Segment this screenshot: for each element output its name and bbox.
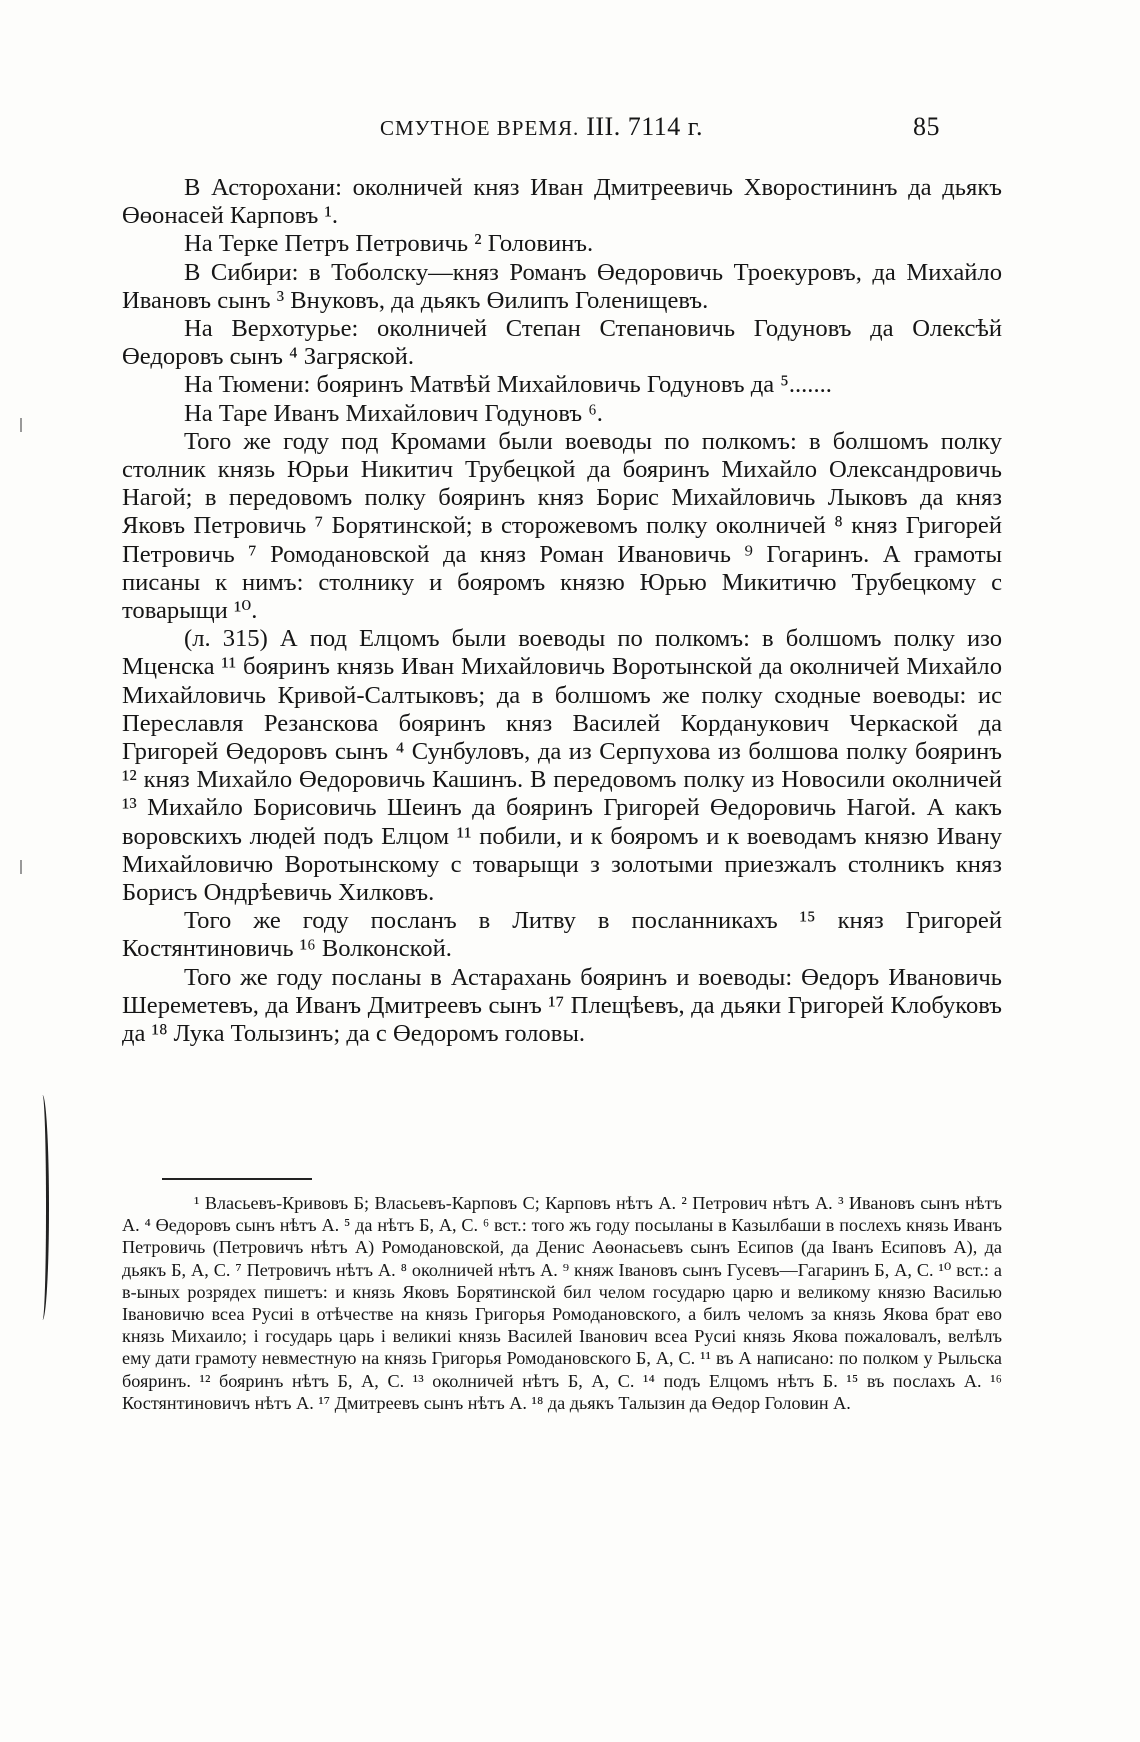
main-text — [122, 174, 1002, 1048]
running-title: СМУТНОЕ ВРЕМЯ. — [380, 116, 580, 140]
paragraph: На Таре Иванъ Михайлович Годуновъ ⁶. — [184, 399, 603, 427]
paragraph: На Верхотурье: околничей Степан Степановичь Годуновъ да Олексѣй Өедоровъ сынъ ⁴ Загряской. — [122, 315, 1002, 371]
margin-tick-mark — [20, 418, 22, 432]
footnotes — [122, 1192, 1002, 1414]
paragraph: Того же году посланъ в Литву в посланникахъ ¹⁵ княз Григорей Костянтиновичь ¹⁶ Волконской. — [122, 907, 1002, 963]
margin-tick-mark — [20, 860, 22, 874]
paragraph: На Тюмени: бояринъ Матвѣй Михайловичь Годуновъ да ⁵....... — [184, 371, 832, 399]
paragraph: (л. 315) А под Елцомъ были воеводы по полкомъ: в болшомъ полку изо Мценска ¹¹ бояринъ князь Иван Михайловичь Воротынской да околничей Михайло Михайловичь Кривой-Салтыковъ; да в болшомъ же полку сходные воеводы: ис Переславля Резанскова бояринъ княз Василей Корданукович Черкаской да Григорей Өедоровъ сынъ ⁴ Сунбуловъ, да из Серпухова из болшова полку бояринъ ¹² княз Михайло Өедоровичь Кашинъ. В передовомъ полку из Новосили околничей ¹³ Михайло Борисовичь Шеинъ да бояринъ Григорей Өедоровичь Нагой. А какъ воровскихъ людей подъ Елцом ¹¹ побили, и к бояромъ и к воеводамъ князю Ивану Михайловичю Воротынскому с товарыщи з золотыми приезжалъ столникъ княз Борисъ Ондрѣевичь Хилковъ. — [122, 625, 1002, 907]
section-label: III. 7114 г. — [586, 112, 703, 141]
footnote-divider — [162, 1178, 312, 1180]
page-number: 85 — [913, 112, 940, 141]
paragraph: В Асторохани: околничей княз Иван Дмитреевичь Хворостининъ да дьякъ Өөонасей Карповъ ¹. — [122, 174, 1002, 230]
paragraph: На Терке Петръ Петровичь ² Головинъ. — [184, 230, 594, 258]
paragraph: Того же году посланы в Астарахань бояринъ и воеводы: Өедоръ Ивановичь Шереметевъ, да Иванъ Дмитреевъ сынъ ¹⁷ Плещѣевъ, да дьяки Григорей Клобуковъ да ¹⁸ Лука Толызинъ; да с Өедоромъ головы. — [122, 963, 1002, 1048]
footnote-block: ¹ Власьевъ-Кривовъ Б; Власьевъ-Карповъ С; Карповъ нѣтъ А. ² Петрович нѣтъ А. ³ Ивановъ сынъ нѣтъ А. ⁴ Өедоровъ сынъ нѣтъ А. ⁵ да нѣтъ Б, А, С. ⁶ вст.: того жъ году посыланы в Казылбаши в послехъ князь Иванъ Петровичь (Петровичъ нѣтъ А) Ромодановской, да Денис Аөонасьевъ сынъ Есипов (да Іванъ Есиповъ А), да дьякъ Б, А, С. ⁷ Петровичъ нѣтъ А. ⁸ околничей нѣтъ А. ⁹ княж Івановъ сынъ Гусевъ—Гагаринъ Б, А, С. ¹⁰ вст.: а в-ыных розрядех пишетъ: и князь Яковъ Борятинской бил челом государю царю и великому князю Василью Івановичю всеа Русиі в отѣчестве на князь Григорья Ромодановского, а билъ челомъ за князь Якова брат ево князь Михаило; і государь царь і великиі князь Василей Іванович всеа Русиі князь Якова пожаловалъ, велѣлъ ему дати грамоту невместную на князь Григорья Ромодановского Б, А, С. ¹¹ въ А написано: по полком у Рыльска бояринъ. ¹² бояринъ нѣтъ Б, А, С. ¹³ околничей нѣтъ Б, А, С. ¹⁴ подъ Елцомъ нѣтъ Б. ¹⁵ въ послахъ А. ¹⁶ Костянтиновичъ нѣтъ А. ¹⁷ Дмитреевъ сынъ нѣтъ А. ¹⁸ да дьякъ Талызин да Өедор Головин А. — [122, 1193, 1002, 1413]
margin-bracket-mark — [36, 1095, 49, 1320]
running-header — [380, 112, 940, 142]
paragraph: Того же году под Кромами были воеводы по полкомъ: в болшомъ полку столник князь Юрьи Никитич Трубецкой да бояринъ Михайло Олександровичь Нагой; в передовомъ полку бояринъ княз Борис Михайловичь Лыковъ да княз Яковъ Петровичь ⁷ Борятинской; в сторожевомъ полку околничей ⁸ княз Григорей Петровичь ⁷ Ромодановской да княз Роман Ивановичь ⁹ Гогаринъ. А грамоты писаны к нимъ: столнику и бояромъ князю Юрью Микитичю Трубецкому с товарыщи ¹⁰. — [122, 427, 1002, 625]
paragraph: В Сибири: в Тоболску—княз Романъ Өедоровичь Троекуровъ, да Михайло Ивановъ сынъ ³ Внуковъ, да дьякъ Өилипъ Голенищевъ. — [122, 258, 1002, 314]
